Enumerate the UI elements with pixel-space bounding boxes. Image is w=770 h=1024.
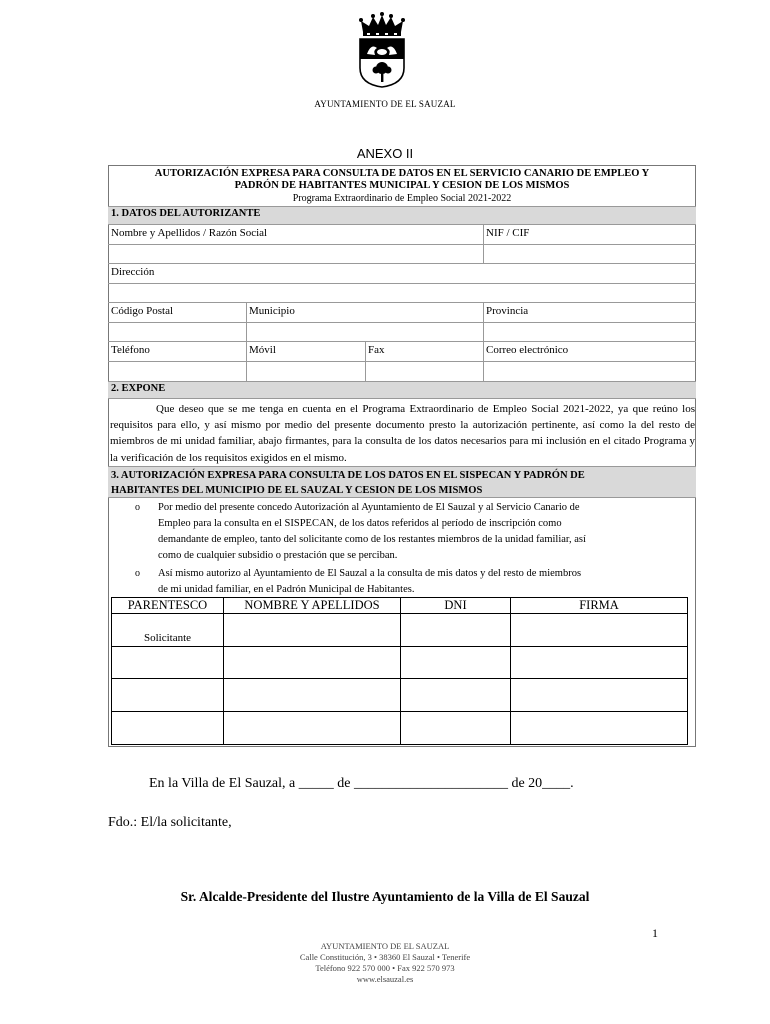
section2-heading: 2. EXPONE xyxy=(108,381,696,399)
mobile-field[interactable] xyxy=(247,362,364,380)
divider xyxy=(246,302,247,341)
table-cell-input[interactable] xyxy=(224,614,400,646)
footer-line: Calle Constitución, 3 • 38360 El Sauzal • Tenerife xyxy=(299,952,471,962)
column-header-firma: FIRMA xyxy=(579,598,619,612)
table-row-label-solicitante: Solicitante xyxy=(143,632,192,644)
place-date-line[interactable]: En la Villa de El Sauzal, a _____ de ______________________ de 20____. xyxy=(149,776,574,791)
bullet-1-line: como de cualquier subsidio o prestación que se perciban. xyxy=(158,550,398,561)
column-header-parentesco: PARENTESCO xyxy=(127,598,208,612)
coat-of-arms-logo xyxy=(357,12,407,88)
phone-label: Teléfono xyxy=(111,344,150,356)
city-label: Municipio xyxy=(249,305,295,317)
email-label: Correo electrónico xyxy=(486,344,569,356)
divider xyxy=(365,341,366,381)
city-field[interactable] xyxy=(247,323,482,341)
province-field[interactable] xyxy=(484,323,695,341)
table-row[interactable] xyxy=(112,679,687,711)
form-title-line1: AUTORIZACIÓN EXPRESA PARA CONSULTA DE DATOS EN EL SERVICIO CANARIO DE EMPLEO Y xyxy=(154,168,650,179)
section3-heading-line1: 3. AUTORIZACIÓN EXPRESA PARA CONSULTA DE LOS DATOS EN EL SISPECAN Y PADRÓN DE xyxy=(111,470,585,481)
divider xyxy=(246,341,247,381)
table-row[interactable] xyxy=(112,712,687,744)
bullet-2 xyxy=(158,566,698,598)
expone-text: Que deseo que se me tenga en cuenta en el Programa Extraordinario de Empleo Social 2021-2022, ya que reúno los requisitos para ello, y así mismo por medio del presente documento presto la autorización pertinente, así como la del resto de miembros de mi unidad familiar, abajo firmantes, para la consulta de los datos necesarios para mi inclusión en el citado Programa y la verificación de los requisitos exigidos en el mismo. xyxy=(110,403,695,464)
signed-by-label: Fdo.: El/la solicitante, xyxy=(108,815,232,830)
municipality-name: AYUNTAMIENTO DE EL SAUZAL xyxy=(314,99,456,109)
postal-code-label: Código Postal xyxy=(111,305,174,317)
bullet-1 xyxy=(158,500,698,564)
divider xyxy=(108,341,696,342)
page-footer xyxy=(0,941,770,985)
table-cell-input[interactable] xyxy=(511,614,687,646)
fax-label: Fax xyxy=(368,344,385,356)
email-field[interactable] xyxy=(484,362,695,380)
bullet-2-line: de mi unidad familiar, en el Padrón Municipal de Habitantes. xyxy=(158,584,415,595)
table-row[interactable] xyxy=(112,647,687,678)
bullet-1-line: Por medio del presente concedo Autorización al Ayuntamiento de El Sauzal y al Servicio Canario de xyxy=(158,502,580,513)
phone-field[interactable] xyxy=(109,362,245,380)
divider xyxy=(108,302,696,303)
postal-code-field[interactable] xyxy=(109,323,245,341)
bullet-1-line: demandante de empleo, tanto del solicitante como de los restantes miembros de la unidad familiar, así xyxy=(158,534,586,545)
address-label: Dirección xyxy=(111,266,155,278)
name-field[interactable] xyxy=(109,245,483,263)
bullet-1-line: Empleo para la consulta en el SISPECAN, de los datos referidos al período de inscripción como xyxy=(158,518,562,529)
nif-field[interactable] xyxy=(484,245,695,263)
section3-heading xyxy=(108,466,696,498)
province-label: Provincia xyxy=(486,305,529,317)
divider xyxy=(108,263,696,264)
footer-line: Teléfono 922 570 000 • Fax 922 570 973 xyxy=(315,963,455,973)
nif-label: NIF / CIF xyxy=(486,227,530,239)
bullet-2-line: Así mismo autorizo al Ayuntamiento de El Sauzal a la consulta de mis datos y del resto de miembros xyxy=(158,568,582,579)
page-number: 1 xyxy=(652,926,658,940)
form-subtitle: Programa Extraordinario de Empleo Social 2021-2022 xyxy=(292,193,512,204)
footer-line: AYUNTAMIENTO DE EL SAUZAL xyxy=(320,941,450,951)
section3-heading-line2: HABITANTES DEL MUNICIPIO DE EL SAUZAL Y CESION DE LOS MISMOS xyxy=(111,485,483,496)
section1-heading: 1. DATOS DEL AUTORIZANTE xyxy=(108,206,696,225)
address-field[interactable] xyxy=(109,284,695,302)
table-cell-input[interactable] xyxy=(401,614,510,646)
divider xyxy=(483,341,484,381)
mobile-label: Móvil xyxy=(249,344,276,356)
footer-website-link[interactable]: www.elsauzal.es xyxy=(356,974,414,984)
bullet-marker: o xyxy=(135,568,140,579)
divider xyxy=(483,302,484,341)
name-label: Nombre y Apellidos / Razón Social xyxy=(111,227,268,239)
bullet-marker: o xyxy=(135,502,140,513)
form-title-line2: PADRÓN DE HABITANTES MUNICIPAL Y CESION DE LOS MISMOS xyxy=(234,180,570,191)
expone-paragraph xyxy=(110,401,695,466)
fax-field[interactable] xyxy=(366,362,482,380)
column-header-dni: DNI xyxy=(444,598,467,612)
divider xyxy=(483,225,484,263)
annex-title: ANEXO II xyxy=(356,146,414,161)
column-header-nombre: NOMBRE Y APELLIDOS xyxy=(244,598,380,612)
addressee: Sr. Alcalde-Presidente del Ilustre Ayuntamiento de la Villa de El Sauzal xyxy=(180,889,590,904)
